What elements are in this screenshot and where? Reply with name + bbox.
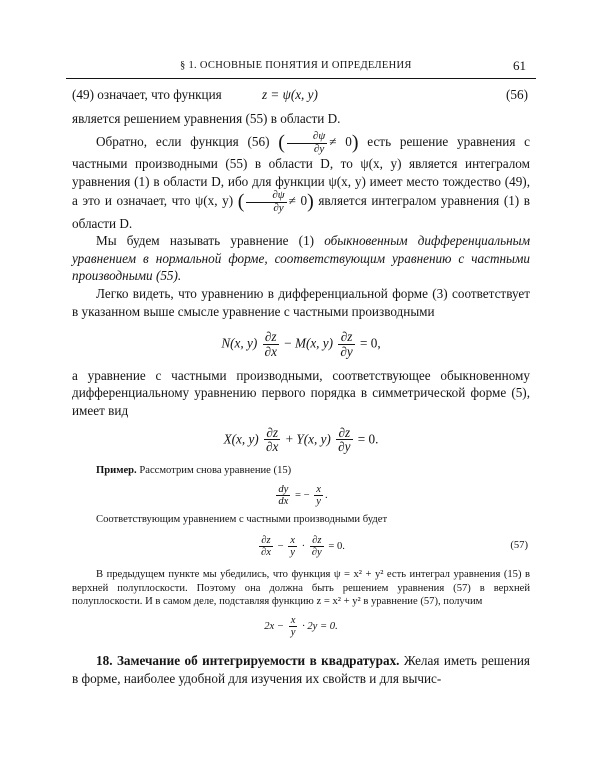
eq15-rhs: $\frac{x}{y}$ (316, 483, 321, 508)
paragraph-1 (72, 86, 530, 104)
example-label: Пример. (96, 465, 137, 477)
eq1-c2: M(x, y) (294, 335, 334, 351)
eq2-c1: X(x, y) (223, 431, 259, 447)
eq2-frac-1: $\frac{\partial z}{\partial x}$ (266, 424, 279, 455)
cond-fraction-1 (287, 131, 327, 155)
eq-number-56: (56) (506, 87, 528, 102)
equation-partial-2 (72, 426, 530, 455)
eq2-c2: Y(x, y) (296, 431, 331, 447)
paragraph-7: В предыдущем пункте мы убедились, что функция ψ = x² + y² есть интеграл уравнения (15) в верхней полуплоскости. Поэтому она должна быть решением уравнения (57) в верхней полуплоскости. И в самом деле, подставляя функцию z = x² + y² в уравнение (57), получим (72, 568, 530, 608)
cond-rel-2: ≠ 0 (288, 193, 308, 209)
p2-b: есть решение уравнения с частными производными (55) в области D, то ψ(x, y) является интегралом уравнения (1) в области D, ибо для функции ψ(x, y) имеет место тождество (49), а это и означает, что ψ(x, y) (72, 134, 531, 209)
page-body (72, 86, 530, 687)
example-text: Рассмотрим снова уравнение (15) (139, 465, 292, 477)
section-18 (72, 652, 530, 687)
eq1-rhs: = 0, (360, 335, 381, 351)
equation-check: 2x − $\frac{x}{y}$ · 2y = 0. (264, 614, 338, 638)
section-text: Желая иметь решения в форме, наиболее удобной для изучения их свойств и для вычис- (72, 652, 530, 686)
header-title: § 1. ОСНОВНЫЕ ПОНЯТИЯ И ОПРЕДЕЛЕНИЯ (180, 60, 412, 71)
eq57-frac-3: $\frac{\partial z}{\partial y}$ (311, 534, 322, 558)
equation-57: $\frac{\partial z}{\partial x}$ − $\frac{x}{y}$ · $\frac{\partial z}{\partial y}$ = 0. (57) (261, 534, 528, 558)
eq2-op: + (285, 431, 294, 447)
section-title: Замечание об интегрируемости в квадратурах. (116, 652, 400, 668)
cond-den-2: ∂y (273, 202, 284, 215)
formula-56: z = ψ(x, y) (262, 87, 318, 102)
p3-b: обыкновенным дифференциальным уравнением в нормальной форме, соответствующим уравнению с частными производными (55). (72, 233, 530, 284)
paragraph-5: а уравнение с частными производными, соответствующее обыкновенному дифференциальному уравнению первого порядка в симметрической форме (5), имеет вид (72, 367, 530, 419)
paragraph-6: Соответствующим уравнением с частными производными будет (96, 514, 388, 526)
section-number: 18. (96, 652, 113, 668)
equation-partial-1 (72, 330, 530, 359)
cond-den: ∂y (313, 142, 325, 155)
paragraph-4: Легко видеть, что уравнению в дифференциальной форме (3) соответствует в указанном выше смысле уравнение с частными производными (72, 285, 530, 319)
eq1-frac-1: $\frac{\partial z}{\partial x}$ (264, 329, 277, 359)
eq15-lhs: $\frac{dy}{dx}$ (278, 483, 289, 508)
cond-num-2: ∂ψ (246, 190, 286, 203)
eq4-frac: $\frac{x}{y}$ (290, 614, 296, 638)
eq15-eq: = − (295, 489, 310, 501)
p3-a: Мы будем называть уравнение (1) (96, 233, 315, 249)
paragraph-3 (72, 232, 530, 285)
eq2-rhs: = 0. (357, 431, 379, 447)
example-line (72, 464, 530, 478)
paragraph-2: Обратно, если функция (56) ( $\frac{\partial\psi}{\partial y}$ ≠ 0) есть решение уравнения с частными производными (55) в области D, то ψ(x, y) является интегралом уравнения (1) в области D, ибо для функции ψ(x, y) имеет место тождество (49), а это и означает, что ψ(x, y) ( $\frac{\partial\psi}{\partial y}$ ≠ 0) является интегралом уравнения (1) в области D. (72, 130, 531, 231)
equation-15: $\frac{dy}{dx}$ = − $\frac{x}{y}$ . (278, 483, 328, 508)
running-header (66, 58, 536, 79)
p2-a: Обратно, если функция (56) (96, 134, 270, 150)
eq57-frac-2: $\frac{x}{y}$ (290, 534, 295, 558)
eq-number-57: (57) (510, 540, 528, 552)
eq1-op: − (284, 335, 292, 351)
cond-fraction-2 (246, 190, 286, 214)
p2-c: является интегралом уравнения (1) в области D. (72, 193, 530, 231)
cond-rel: ≠ 0 (329, 134, 352, 150)
cond-num: ∂ψ (287, 131, 327, 144)
eq1-frac-2: $\frac{\partial z}{\partial y}$ (340, 329, 353, 359)
eq2-frac-2: $\frac{\partial z}{\partial y}$ (338, 424, 351, 455)
p1-tail: является решением уравнения (55) в области D. (72, 110, 341, 126)
eq57-frac-1: $\frac{\partial z}{\partial x}$ (261, 534, 271, 558)
p1-lead: (49) означает, что функция (72, 87, 222, 102)
page-number: 61 (513, 58, 526, 73)
eq1-c1: N(x, y) (221, 335, 258, 351)
